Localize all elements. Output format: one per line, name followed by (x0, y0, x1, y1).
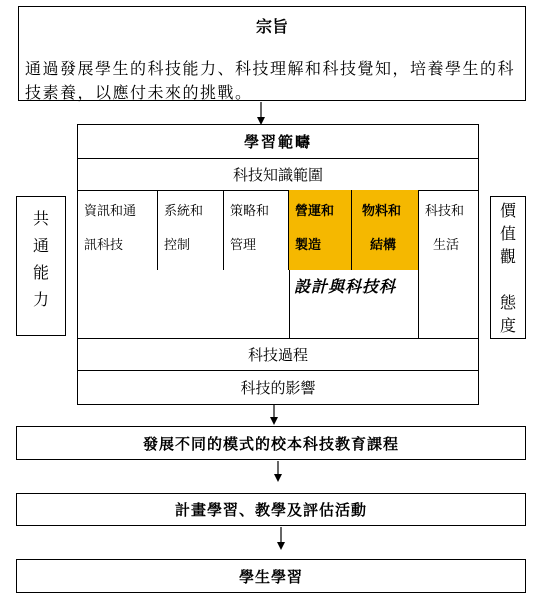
area-ict (78, 190, 158, 270)
area-operations-line2: 製造 (295, 238, 322, 253)
generic-skills-char: 共 (32, 209, 49, 228)
generic-skills-char: 能 (32, 263, 49, 282)
activities-box: 計畫學習、教學及評估活動 (16, 493, 526, 526)
area-strategy-line2: 管理 (230, 238, 257, 253)
tech-process: 科技過程 (78, 338, 478, 371)
area-materials-line2: 結構 (370, 238, 397, 253)
area-ict-line1: 資訊和通 (84, 204, 137, 219)
design-tech-row (78, 270, 478, 338)
design-tech-label: 設計與科技科 (294, 277, 397, 296)
arrow-down-icon (269, 404, 279, 426)
area-living-line1: 科技和 (425, 204, 465, 219)
area-systems-control (158, 190, 224, 270)
attitudes-char: 度 (499, 316, 516, 335)
curriculum-box: 發展不同的模式的校本科技教育課程 (16, 426, 526, 460)
knowledge-title: 科技知識範圍 (78, 158, 478, 191)
area-materials-structures (352, 190, 419, 270)
arrow-down-icon (273, 461, 283, 483)
values-char: 值 (499, 224, 516, 243)
area-operations-manufacturing (289, 190, 352, 270)
area-technology-living (419, 190, 480, 270)
area-strategy-line1: 策略和 (230, 204, 270, 219)
area-systems-line1: 系統和 (164, 204, 204, 219)
values-char: 觀 (499, 247, 516, 266)
design-tech-cell (289, 270, 419, 338)
tech-impact: 科技的影響 (240, 378, 316, 397)
area-strategy-management (224, 190, 289, 270)
purpose-title: 宗旨 (255, 16, 288, 36)
student-learning-box: 學生學習 (16, 559, 526, 593)
area-living-line2: 生活 (433, 238, 460, 253)
attitudes-char: 態 (499, 293, 516, 312)
generic-skills-box (16, 196, 66, 336)
generic-skills-char: 通 (32, 236, 49, 255)
purpose-box (18, 6, 526, 101)
purpose-text: 通過發展學生的科技能力、科技理解和科技覺知，培養學生的科技素養，以應付未來的挑戰。 (25, 59, 516, 102)
area-ict-line2: 訊科技 (84, 238, 124, 253)
generic-skills-char: 力 (32, 290, 49, 309)
values-char: 價 (499, 201, 516, 220)
area-operations-line1: 營運和 (295, 204, 335, 219)
arrow-down-icon (276, 527, 286, 551)
area-systems-line2: 控制 (164, 238, 191, 253)
arrow-down-icon (256, 102, 266, 126)
framework-title: 學習範疇 (78, 125, 478, 159)
area-materials-line1: 物料和 (362, 204, 402, 219)
values-attitudes-box (490, 196, 526, 339)
learning-framework-box (77, 124, 479, 405)
